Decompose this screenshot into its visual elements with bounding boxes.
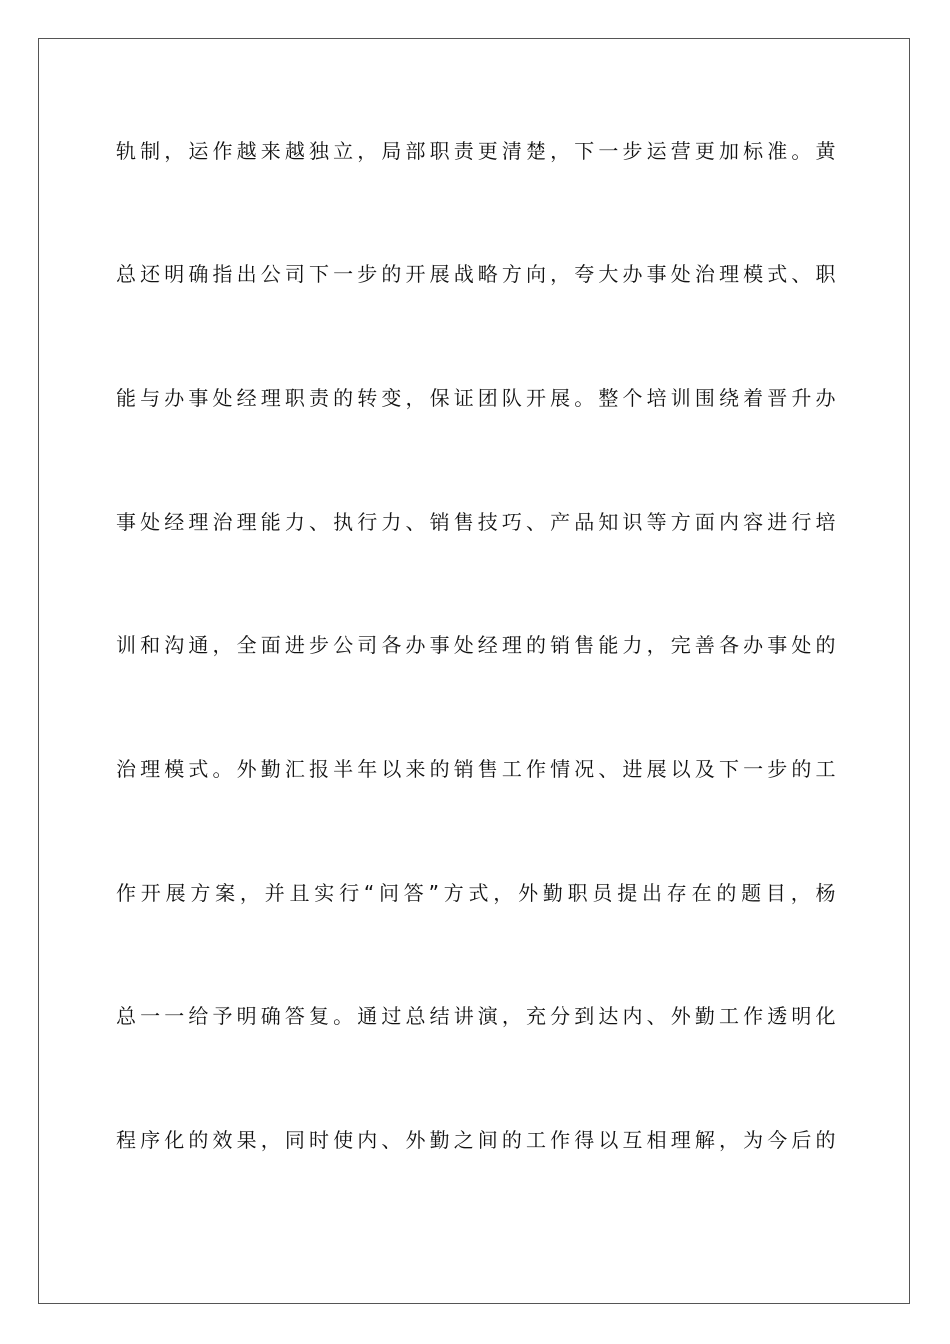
paragraph-line-4: 事处经理治理能力、执行力、销售技巧、产品知识等方面内容进行培: [116, 510, 836, 534]
paragraph-line-8: 总一一给予明确答复。通过总结讲演，充分到达内、外勤工作透明化: [116, 1004, 836, 1028]
paragraph-line-1: 轨制，运作越来越独立，局部职责更清楚，下一步运营更加标准。黄: [116, 139, 836, 163]
paragraph-line-6: 治理模式。外勤汇报半年以来的销售工作情况、进展以及下一步的工: [116, 757, 836, 781]
page-border: [38, 38, 910, 1304]
paragraph-line-2: 总还明确指出公司下一步的开展战略方向，夸大办事处治理模式、职: [116, 262, 836, 286]
paragraph-line-9: 程序化的效果，同时使内、外勤之间的工作得以互相理解，为今后的: [116, 1128, 836, 1152]
paragraph-line-5: 训和沟通，全面进步公司各办事处经理的销售能力，完善各办事处的: [116, 633, 836, 657]
paragraph-line-7: 作开展方案，并且实行“问答”方式，外勤职员提出存在的题目，杨: [116, 881, 836, 905]
paragraph-line-3: 能与办事处经理职责的转变，保证团队开展。整个培训围绕着晋升办: [116, 386, 836, 410]
